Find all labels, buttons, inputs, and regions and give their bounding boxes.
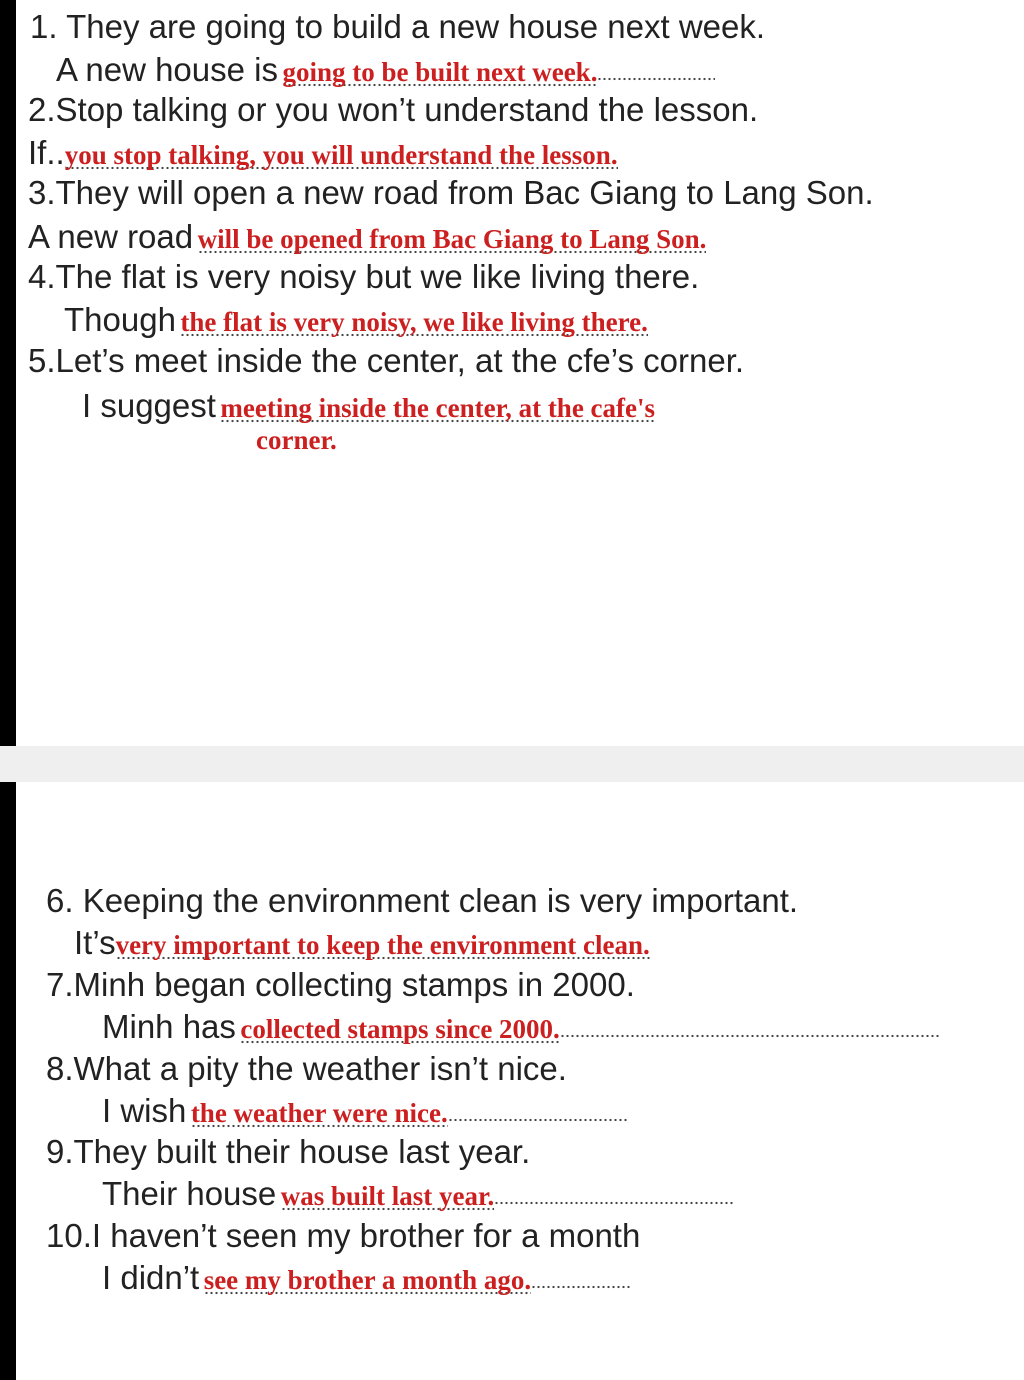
section-divider (0, 746, 1024, 782)
answer-row-1 (56, 53, 715, 86)
stem-3: A new road (28, 218, 194, 255)
answer-row-6 (74, 926, 650, 959)
answer-1: going to be built next week. (282, 57, 598, 87)
answer-row-4 (64, 303, 648, 336)
question-3: 3.They will open a new road from Bac Giang to Lang Son. (28, 174, 874, 211)
answer-row-8 (102, 1094, 628, 1127)
stem-2: If.. (28, 134, 65, 171)
answer-row-10 (102, 1261, 631, 1294)
dotted-blank (448, 1118, 628, 1122)
stem-8: I wish (102, 1092, 187, 1129)
answer-row-2 (28, 136, 618, 169)
answer-7: collected stamps since 2000. (240, 1014, 560, 1044)
question-9: 9.They built their house last year. (46, 1133, 531, 1170)
question-8: 8.What a pity the weather isn’t nice. (46, 1050, 567, 1087)
question-1: 1. They are going to build a new house next week. (30, 8, 766, 45)
left-border-top (0, 0, 16, 746)
answer-6: very important to keep the environment clean. (115, 930, 650, 960)
answer-4: the flat is very noisy, we like living there. (180, 307, 648, 337)
dotted-blank (531, 1285, 631, 1289)
answer-row-3 (28, 220, 706, 253)
answer-row-9 (102, 1177, 734, 1210)
answer-8: the weather were nice. (190, 1098, 448, 1128)
question-7: 7.Minh began collecting stamps in 2000. (46, 966, 635, 1003)
answer-row-5 (82, 389, 655, 422)
answer-row-7 (102, 1010, 940, 1043)
stem-6: It’s (74, 924, 116, 961)
stem-4: Though (64, 301, 176, 338)
question-4: 4.The flat is very noisy but we like living there. (28, 258, 700, 295)
answer-2: you stop talking, you will understand the lesson. (64, 140, 618, 170)
answer-5: meeting inside the center, at the cafe's (220, 393, 656, 423)
answer-10: see my brother a month ago. (203, 1265, 532, 1295)
question-2: 2.Stop talking or you won’t understand the lesson. (28, 91, 759, 128)
left-border-bottom (0, 782, 16, 1380)
question-6: 6. Keeping the environment clean is very important. (46, 882, 799, 919)
dotted-blank (494, 1201, 734, 1205)
answer-3: will be opened from Bac Giang to Lang Son. (197, 224, 707, 254)
stem-7: Minh has (102, 1008, 236, 1045)
stem-1: A new house is (56, 51, 278, 88)
stem-5: I suggest (82, 387, 216, 424)
stem-9: Their house (102, 1175, 277, 1212)
question-10: 10.I haven’t seen my brother for a month (46, 1217, 641, 1254)
stem-10: I didn’t (102, 1259, 200, 1296)
answer-9: was built last year. (280, 1181, 495, 1211)
answer-5-continued: corner. (256, 425, 337, 455)
dotted-blank (597, 77, 715, 81)
question-5: 5.Let’s meet inside the center, at the cfe’s corner. (28, 342, 745, 379)
dotted-blank (560, 1034, 940, 1038)
